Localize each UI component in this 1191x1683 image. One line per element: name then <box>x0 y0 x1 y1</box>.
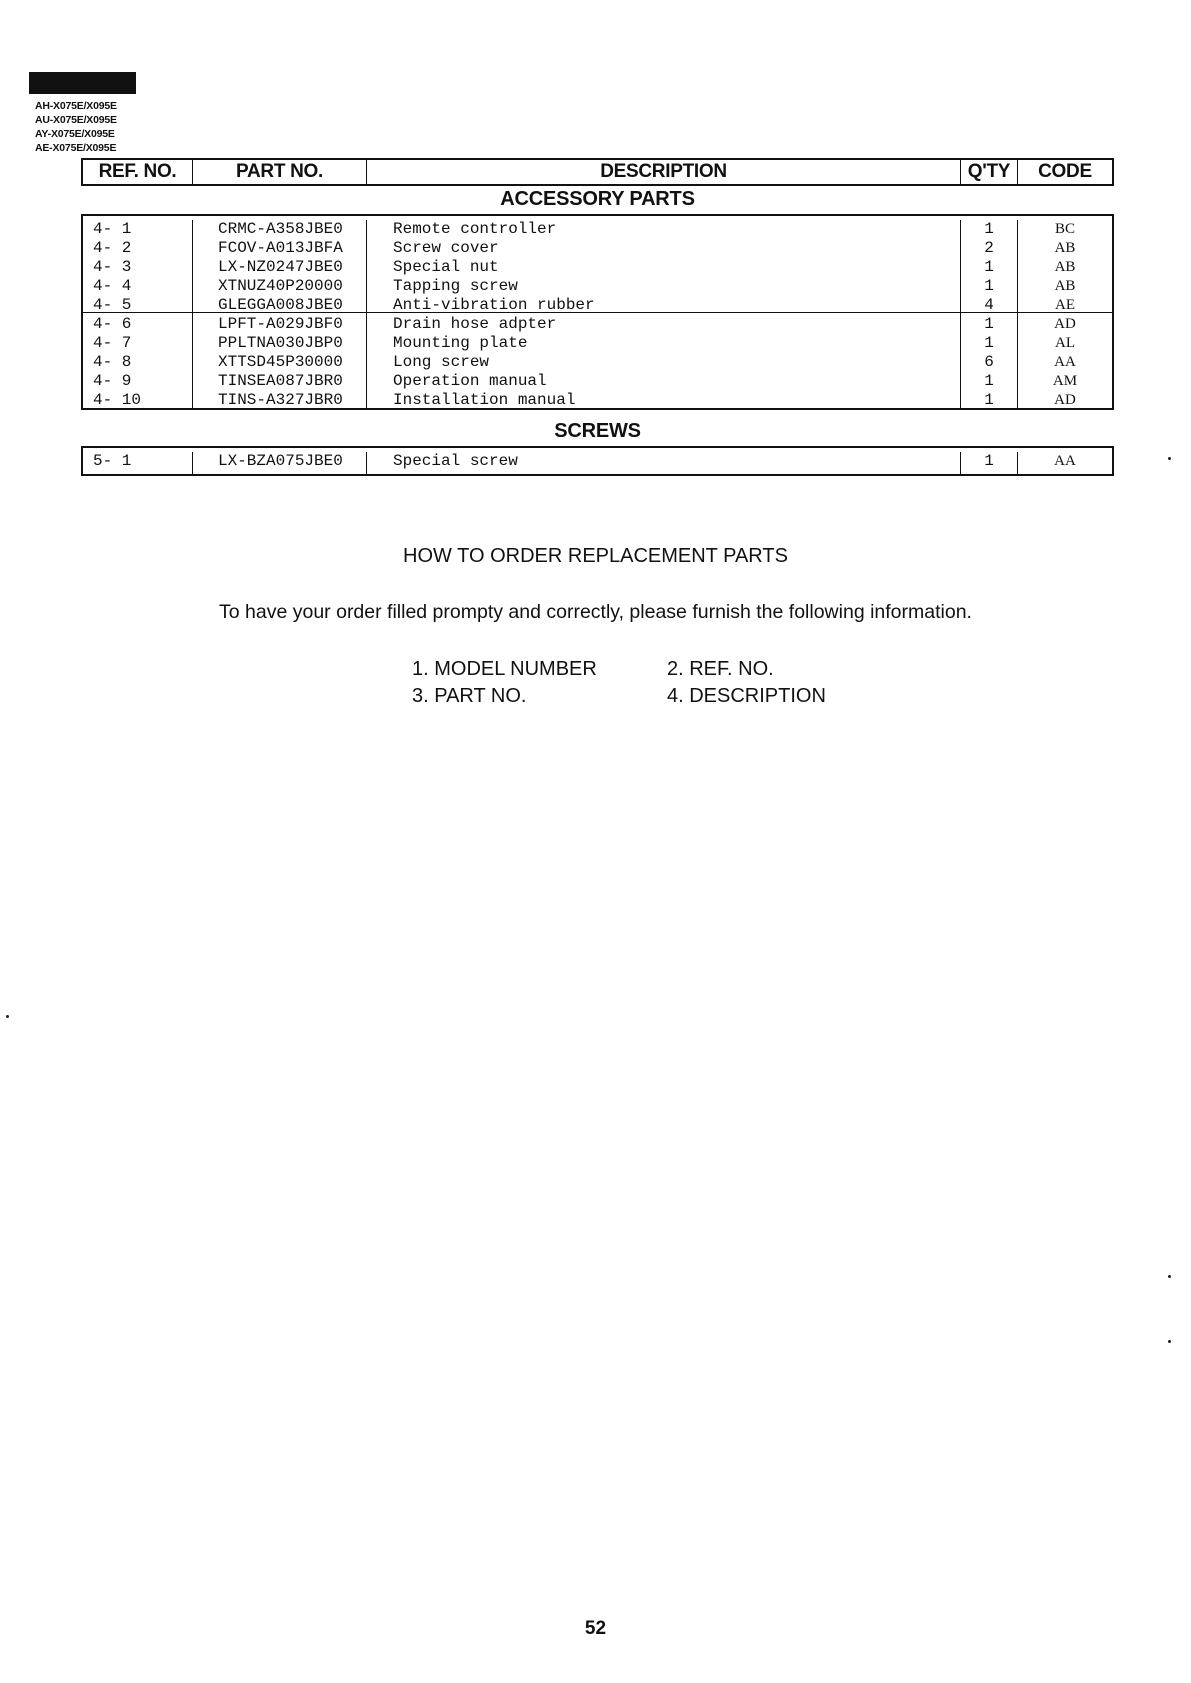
table-cell: Drain hose adpter <box>393 315 557 333</box>
table-cell: FCOV-A013JBFA <box>218 239 343 257</box>
qty-column <box>961 452 1018 474</box>
header-qty: Q'TY <box>961 160 1018 184</box>
table-cell: 4- 8 <box>93 353 132 371</box>
table-cell: 2 <box>984 239 994 257</box>
ref-column <box>83 220 193 408</box>
section-title-accessory: ACCESSORY PARTS <box>500 188 695 210</box>
order-instruction: To have your order filled prompty and correctly, please furnish the following information. <box>219 601 972 623</box>
scan-speck <box>1168 1275 1171 1278</box>
table-cell: AA <box>1054 354 1076 370</box>
table-cell: TINS-A327JBR0 <box>218 391 343 409</box>
table-cell: XTNUZ40P20000 <box>218 277 343 295</box>
table-cell: 1 <box>984 277 994 295</box>
part-column <box>193 220 367 408</box>
table-cell: Remote controller <box>393 220 557 238</box>
order-item: 2. REF. NO. <box>667 658 774 680</box>
screws-table <box>81 446 1114 476</box>
model-list <box>35 99 117 155</box>
table-cell: AB <box>1054 240 1076 256</box>
accessory-parts-table <box>81 214 1114 410</box>
table-cell: 6 <box>984 353 994 371</box>
table-cell: 1 <box>984 334 994 352</box>
table-cell: 1 <box>984 220 994 238</box>
model-line: AU-X075E/X095E <box>35 114 117 126</box>
table-cell: BC <box>1054 221 1075 237</box>
table-cell: LPFT-A029JBF0 <box>218 315 343 333</box>
model-line: AE-X075E/X095E <box>35 142 117 154</box>
table-cell: Anti-vibration rubber <box>393 296 595 314</box>
table-cell: Special screw <box>393 452 518 470</box>
table-cell: 4- 3 <box>93 258 132 276</box>
table-cell: Tapping screw <box>393 277 518 295</box>
table-cell: Screw cover <box>393 239 499 257</box>
table-cell: 4 <box>984 296 994 314</box>
code-column <box>1018 452 1112 474</box>
table-cell: CRMC-A358JBE0 <box>218 220 343 238</box>
table-cell: LX-BZA075JBE0 <box>218 452 343 470</box>
table-cell: XTTSD45P30000 <box>218 353 343 371</box>
table-cell: 1 <box>984 315 994 333</box>
table-cell: Special nut <box>393 258 499 276</box>
table-cell: AB <box>1054 259 1076 275</box>
table-cell: PPLTNA030JBP0 <box>218 334 343 352</box>
scan-speck <box>1168 1340 1171 1343</box>
table-cell: AM <box>1052 373 1078 389</box>
order-item: 3. PART NO. <box>412 685 527 707</box>
order-item: 4. DESCRIPTION <box>667 685 826 707</box>
header-ref-no: REF. NO. <box>83 160 193 184</box>
table-cell: 5- 1 <box>93 452 132 470</box>
header-black-bar <box>29 72 136 94</box>
table-cell: 1 <box>984 372 994 390</box>
table-cell: 1 <box>984 258 994 276</box>
table-cell: AD <box>1054 316 1076 332</box>
page-number: 52 <box>584 1618 607 1639</box>
scan-speck <box>6 1015 9 1018</box>
order-title: HOW TO ORDER REPLACEMENT PARTS <box>403 545 788 567</box>
part-column <box>193 452 367 474</box>
table-header <box>81 158 1114 186</box>
section-title-screws: SCREWS <box>554 420 641 442</box>
table-cell: 4- 4 <box>93 277 132 295</box>
table-cell: 1 <box>984 452 994 470</box>
table-cell: GLEGGA008JBE0 <box>218 296 343 314</box>
table-cell: 4- 9 <box>93 372 132 390</box>
qty-column <box>961 220 1018 408</box>
table-cell: 4- 5 <box>93 296 132 314</box>
model-line: AH-X075E/X095E <box>35 100 117 112</box>
table-cell: 4- 10 <box>93 391 142 409</box>
table-cell: AA <box>1054 453 1076 469</box>
description-column <box>367 220 961 408</box>
scan-speck <box>1168 457 1171 460</box>
table-cell: Long screw <box>393 353 490 371</box>
table-cell: AD <box>1054 392 1076 408</box>
table-cell: 4- 6 <box>93 315 132 333</box>
order-item: 1. MODEL NUMBER <box>412 658 597 680</box>
table-cell: Installation manual <box>393 391 576 409</box>
table-cell: Mounting plate <box>393 334 528 352</box>
header-description: DESCRIPTION <box>367 160 961 184</box>
group-divider <box>83 312 1112 313</box>
code-column <box>1018 220 1112 408</box>
table-cell: LX-NZ0247JBE0 <box>218 258 343 276</box>
description-column <box>367 452 961 474</box>
table-cell: TINSEA087JBR0 <box>218 372 343 390</box>
table-cell: AL <box>1055 335 1075 351</box>
model-line: AY-X075E/X095E <box>35 128 115 140</box>
table-cell: Operation manual <box>393 372 547 390</box>
table-cell: 4- 2 <box>93 239 132 257</box>
header-part-no: PART NO. <box>193 160 367 184</box>
ref-column <box>83 452 193 474</box>
header-code: CODE <box>1038 161 1092 182</box>
table-cell: 4- 1 <box>93 220 132 238</box>
table-cell: 1 <box>984 391 994 409</box>
table-cell: 4- 7 <box>93 334 132 352</box>
table-cell: AE <box>1055 297 1075 313</box>
table-cell: AB <box>1054 278 1076 294</box>
